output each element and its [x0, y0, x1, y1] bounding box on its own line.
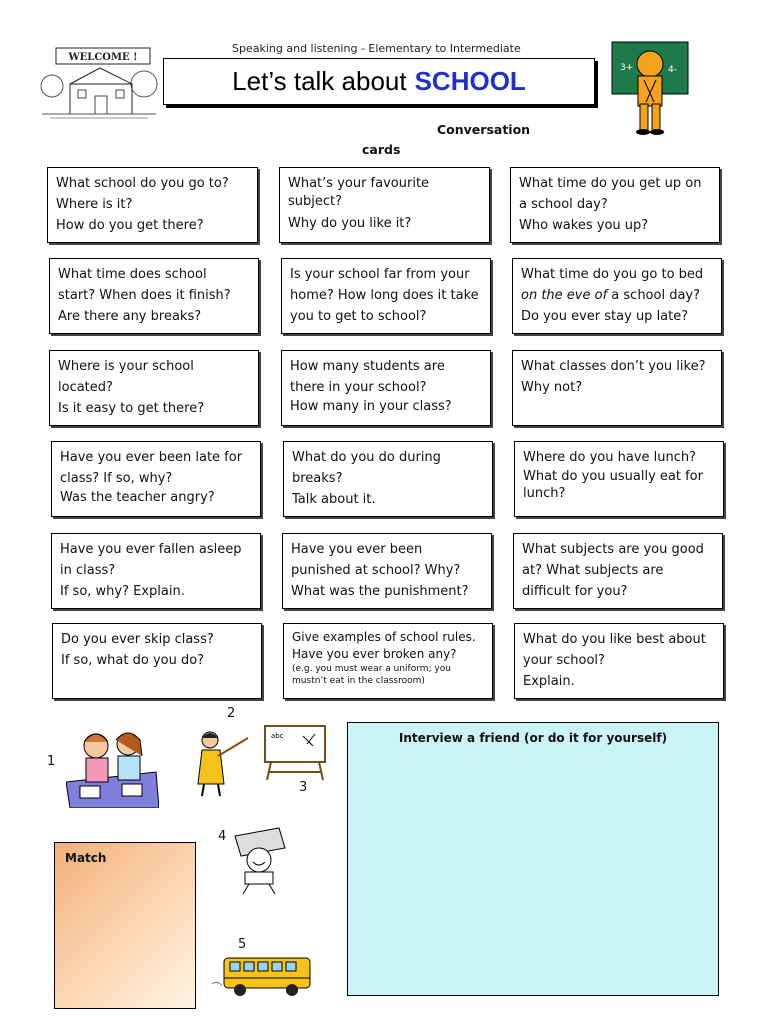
- card-line: your school?: [523, 653, 605, 668]
- match-label: Match: [65, 851, 107, 865]
- card-line: you to get to school?: [290, 309, 427, 324]
- card-line: How many in your class?: [290, 399, 452, 414]
- picture-number-4: 4: [218, 829, 227, 844]
- student-at-blackboard-illustration: [610, 40, 690, 136]
- card-line: at? What subjects are: [522, 563, 664, 578]
- card-line: If so, why? Explain.: [60, 584, 185, 599]
- card-line: Where is your school: [58, 359, 194, 374]
- card-line: Is your school far from your: [290, 267, 470, 282]
- card-line: Talk about it.: [292, 492, 376, 507]
- conversation-card: [514, 441, 724, 517]
- conversation-card: [49, 258, 259, 334]
- picture-number-3: 3: [299, 780, 308, 795]
- conversation-card: [279, 167, 490, 243]
- card-line-rest: a school day?: [611, 288, 701, 303]
- card-line: Have you ever fallen asleep: [60, 542, 242, 557]
- card-line: a school day?: [519, 197, 608, 212]
- card-line: What time do you get up on: [519, 176, 702, 191]
- conversation-card: [513, 533, 723, 609]
- picture-number-2: 2: [227, 706, 236, 721]
- conversation-card: [47, 167, 258, 243]
- student-with-books-illustration: [229, 826, 291, 896]
- card-line: Why do you like it?: [288, 216, 412, 231]
- conversation-card: [512, 258, 722, 334]
- card-line: Do you ever skip class?: [61, 632, 214, 647]
- title-box: [163, 58, 595, 105]
- card-line: Explain.: [523, 674, 575, 689]
- card-line: difficult for you?: [522, 584, 628, 599]
- card-line: How many students are: [290, 359, 445, 374]
- card-line: located?: [58, 380, 113, 395]
- card-line: there in your school?: [290, 380, 427, 395]
- interview-label: Interview a friend (or do it for yourself): [398, 731, 668, 745]
- card-line: class? If so, why?: [60, 471, 173, 486]
- conversation-card: [281, 258, 491, 334]
- page-title-accent: SCHOOL: [414, 66, 526, 96]
- page-subtitle: Speaking and listening - Elementary to Intermediate: [232, 42, 521, 55]
- conversation-card: [281, 350, 491, 426]
- card-line: What time does school: [58, 267, 207, 282]
- picture-number-5: 5: [238, 937, 247, 952]
- card-line: Why not?: [521, 380, 583, 395]
- card-line: Have you ever been: [291, 542, 423, 557]
- card-line: Give examples of school rules.: [292, 630, 476, 644]
- card-line: Was the teacher angry?: [60, 490, 215, 505]
- card-line: Have you ever broken any?: [292, 647, 457, 661]
- conversation-card: [52, 623, 262, 699]
- card-line: How do you get there?: [56, 218, 204, 233]
- interview-box: [347, 722, 719, 996]
- conversation-card: [283, 441, 493, 517]
- match-box: [54, 842, 196, 1009]
- blackboard-illustration: [263, 724, 327, 782]
- card-line: breaks?: [292, 471, 343, 486]
- card-line: subject?: [288, 194, 343, 209]
- card-line: What do you usually eat for: [523, 469, 703, 484]
- students-at-desk-illustration: [66, 722, 159, 808]
- welcome-sign-text: WELCOME !: [68, 52, 138, 63]
- card-line: What classes don’t you like?: [521, 359, 706, 374]
- card-line: home? How long does it take: [290, 288, 479, 303]
- blackboard-text: abc: [271, 732, 284, 740]
- card-line: in class?: [60, 563, 116, 578]
- card-line: What school do you go to?: [56, 176, 229, 191]
- card-line: Where is it?: [56, 197, 133, 212]
- section-heading-line2: cards: [362, 142, 401, 157]
- card-line: Have you ever been late for: [60, 450, 243, 465]
- teacher-with-pointer-illustration: [190, 728, 250, 798]
- conversation-card: [510, 167, 720, 243]
- section-heading-line1: Conversation: [437, 122, 531, 137]
- page-title: Let’s talk about: [232, 66, 407, 96]
- card-line: What’s your favourite: [288, 176, 430, 191]
- card-line: start? When does it finish?: [58, 288, 231, 303]
- conversation-card: [512, 350, 722, 426]
- card-line: What do you do during: [292, 450, 441, 465]
- svg-text:4-: 4-: [668, 65, 677, 75]
- card-line: (e.g. you must wear a uniform; you: [292, 664, 451, 674]
- card-line: If so, what do you do?: [61, 653, 205, 668]
- card-line: Do you ever stay up late?: [521, 309, 689, 324]
- conversation-card: [282, 533, 492, 609]
- card-line-italic: on the eve of: [521, 288, 608, 303]
- welcome-school-illustration: [40, 44, 158, 120]
- conversation-card: [51, 533, 261, 609]
- picture-number-1: 1: [47, 754, 56, 769]
- card-line: punished at school? Why?: [291, 563, 461, 578]
- card-line: Where do you have lunch?: [523, 450, 697, 465]
- card-line: What subjects are you good: [522, 542, 704, 557]
- card-line: lunch?: [523, 486, 566, 501]
- card-line: What do you like best about: [523, 632, 706, 647]
- conversation-card: [49, 350, 259, 426]
- school-bus-illustration: [210, 954, 314, 998]
- conversation-card: [283, 623, 493, 699]
- card-line: Is it easy to get there?: [58, 401, 205, 416]
- svg-text:3+: 3+: [620, 63, 634, 73]
- card-line: Are there any breaks?: [58, 309, 202, 324]
- card-line: [521, 285, 713, 306]
- card-line: Who wakes you up?: [519, 218, 649, 233]
- card-line: What was the punishment?: [291, 584, 469, 599]
- conversation-card: [514, 623, 724, 699]
- conversation-card: [51, 441, 261, 517]
- card-line: mustn’t eat in the classroom): [292, 676, 425, 686]
- card-line: What time do you go to bed: [521, 267, 704, 282]
